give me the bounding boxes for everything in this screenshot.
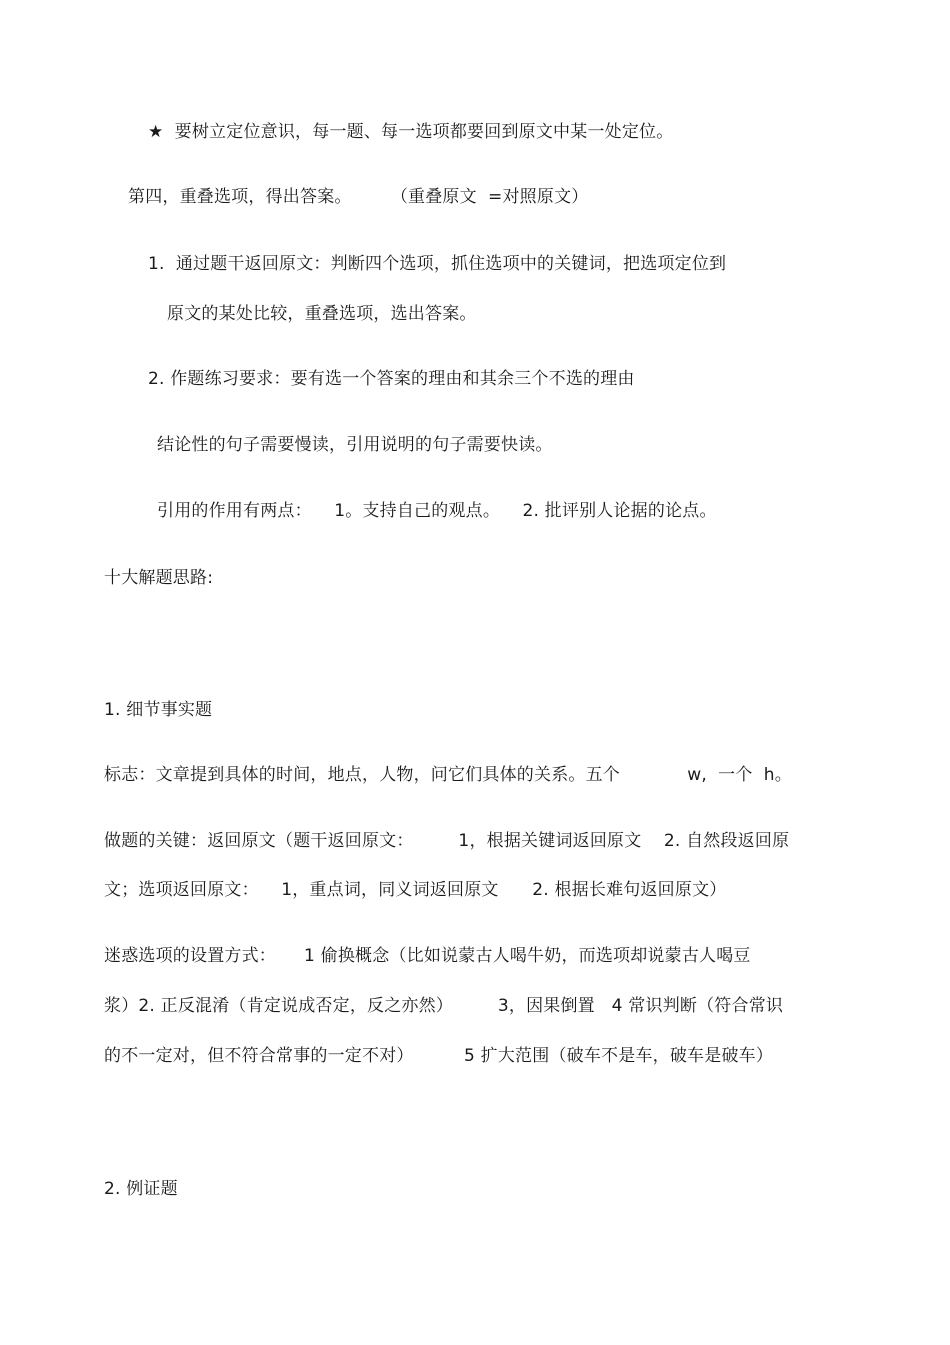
section-1-heading: 1. 细节事实题 (104, 700, 213, 720)
section-1-key-line-2: 文；选项返回原文： 1，重点词，同义词返回原文 2. 根据长难句返回原文） (104, 880, 727, 900)
step-item-1-line-1: 1. 通过题干返回原文：判断四个选项，抓住选项中的关键词，把选项定位到 (148, 254, 727, 274)
step-four-heading: 第四，重叠选项，得出答案。 （重叠原文 =对照原文） (128, 187, 589, 207)
distractor-line-1: 迷惑选项的设置方式： 1 偷换概念（比如说蒙古人喝牛奶，而选项却说蒙古人喝豆 (104, 946, 751, 966)
section-1-key-line-1: 做题的关键：返回原文（题干返回原文： 1，根据关键词返回原文 2. 自然段返回原 (104, 831, 790, 851)
section-1-markers: 标志：文章提到具体的时间，地点，人物，问它们具体的关系。五个 w, 一个 h。 (104, 765, 792, 785)
distractor-line-3: 的不一定对，但不符合常事的一定不对） 5 扩大范围（破车不是车，破车是破车） (104, 1046, 774, 1066)
reading-speed-note: 结论性的句子需要慢读，引用说明的句子需要快读。 (157, 435, 553, 455)
tip-line-positioning: ★ 要树立定位意识，每一题、每一选项都要回到原文中某一处定位。 (148, 122, 674, 142)
step-item-1-line-2: 原文的某处比较，重叠选项，选出答案。 (167, 304, 477, 324)
citation-purpose-note: 引用的作用有两点： 1。支持自己的观点。 2. 批评别人论据的论点。 (157, 501, 717, 521)
section-2-heading: 2. 例证题 (104, 1179, 178, 1199)
step-item-2: 2. 作题练习要求：要有选一个答案的理由和其余三个不选的理由 (148, 369, 635, 389)
distractor-line-2: 浆）2. 正反混淆（肯定说成否定，反之亦然） 3，因果倒置 4 常识判断（符合常识 (104, 996, 784, 1016)
ten-approaches-heading: 十大解题思路: (104, 568, 214, 588)
